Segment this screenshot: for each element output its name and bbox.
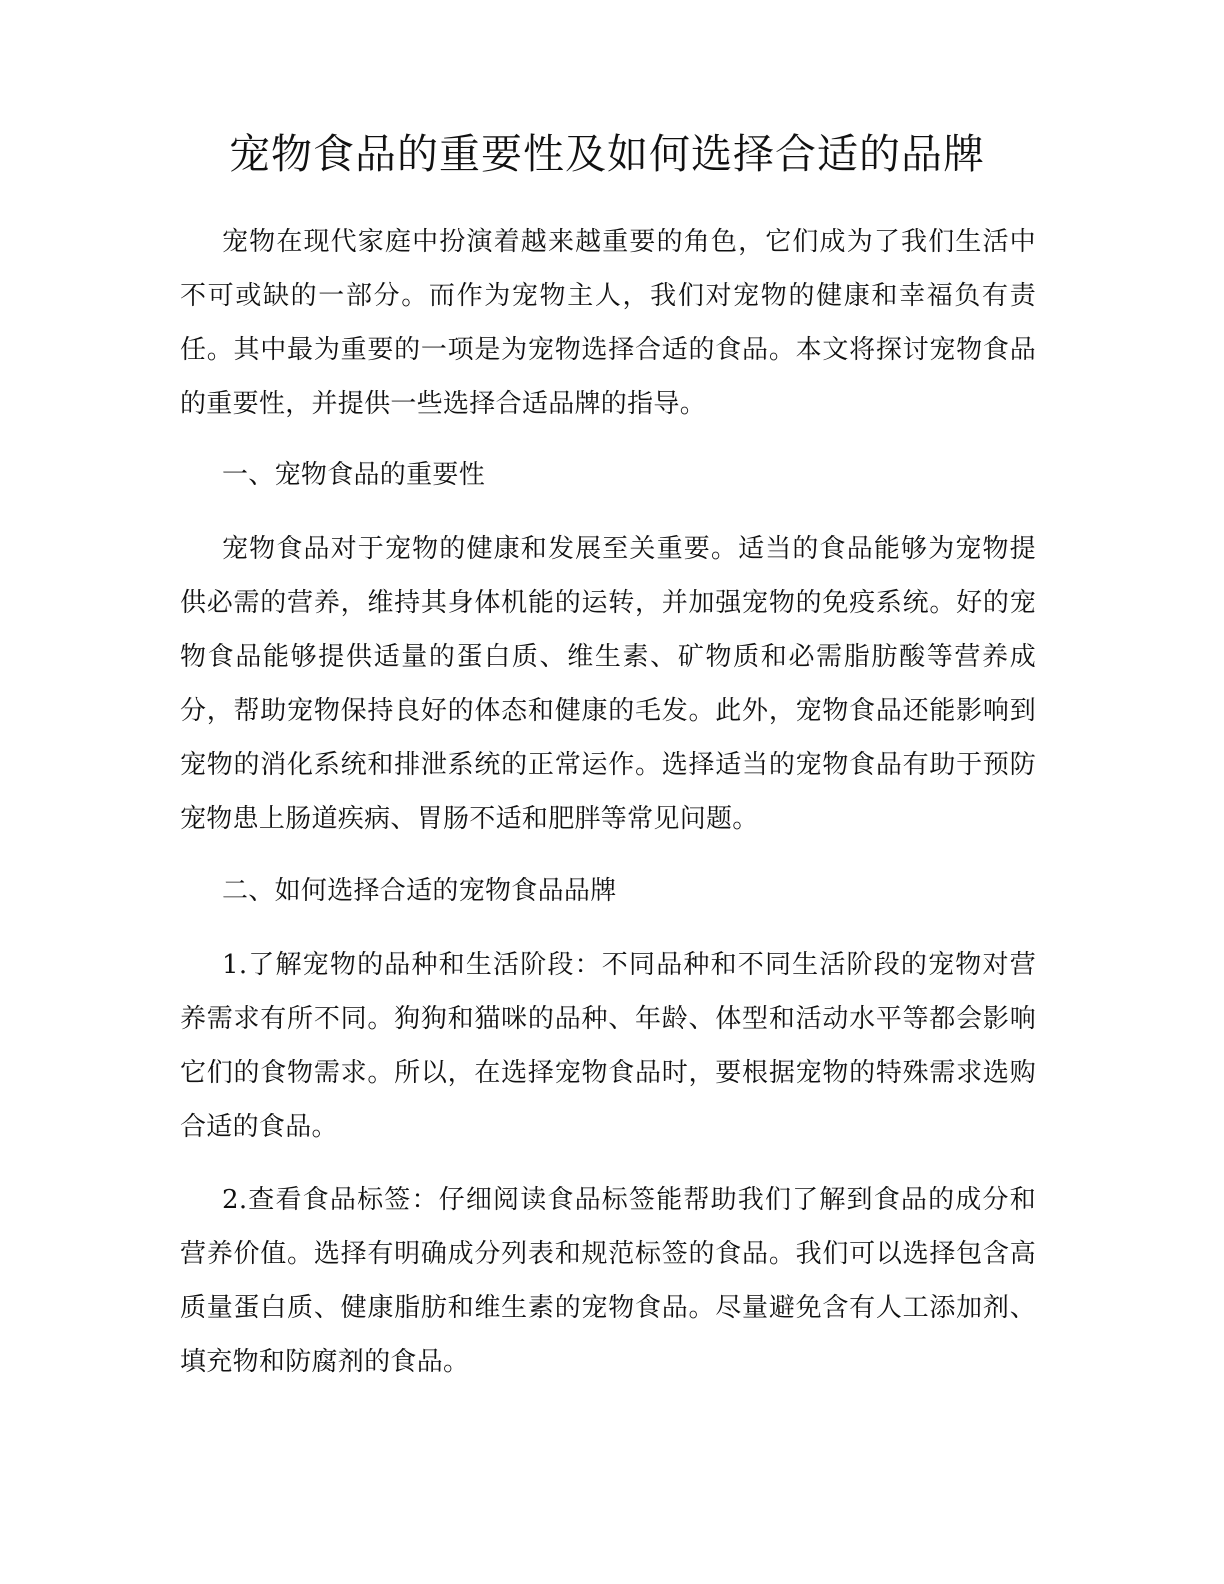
intro-paragraph: 宠物在现代家庭中扮演着越来越重要的角色，它们成为了我们生活中不可或缺的一部分。而作为宠物主人，我们对宠物的健康和幸福负有责任。其中最为重要的一项是为宠物选择合适的食品。本文将探讨宠物食品的重要性，并提供一些选择合适品牌的指导。 bbox=[180, 227, 1036, 419]
document-title: 宠物食品的重要性及如何选择合适的品牌 bbox=[229, 130, 985, 178]
importance-paragraph: 宠物食品对于宠物的健康和发展至关重要。适当的食品能够为宠物提供必需的营养，维持其身体机能的运转，并加强宠物的免疫系统。好的宠物食品能够提供适量的蛋白质、维生素、矿物质和必需脂肪酸等营养成分，帮助宠物保持良好的体态和健康的毛发。此外，宠物食品还能影响到宠物的消化系统和排泄系统的正常运作。选择适当的宠物食品有助于预防宠物患上肠道疾病、胃肠不适和肥胖等常见问题。 bbox=[180, 534, 1036, 834]
list-item-food-label: 2.查看食品标签：仔细阅读食品标签能帮助我们了解到食品的成分和营养价值。选择有明确成分列表和规范标签的食品。我们可以选择包含高质量蛋白质、健康脂肪和维生素的宠物食品。尽量避免含有人工添加剂、填充物和防腐剂的食品。 bbox=[180, 1185, 1036, 1377]
list-item-breed-life-stage: 1.了解宠物的品种和生活阶段：不同品种和不同生活阶段的宠物对营养需求有所不同。狗狗和猫咪的品种、年龄、体型和活动水平等都会影响它们的食物需求。所以，在选择宠物食品时，要根据宠物的特殊需求选购合适的食品。 bbox=[180, 950, 1036, 1142]
section-heading-importance: 一、宠物食品的重要性 bbox=[222, 460, 486, 490]
section-heading-how-to-choose: 二、如何选择合适的宠物食品品牌 bbox=[222, 876, 617, 906]
